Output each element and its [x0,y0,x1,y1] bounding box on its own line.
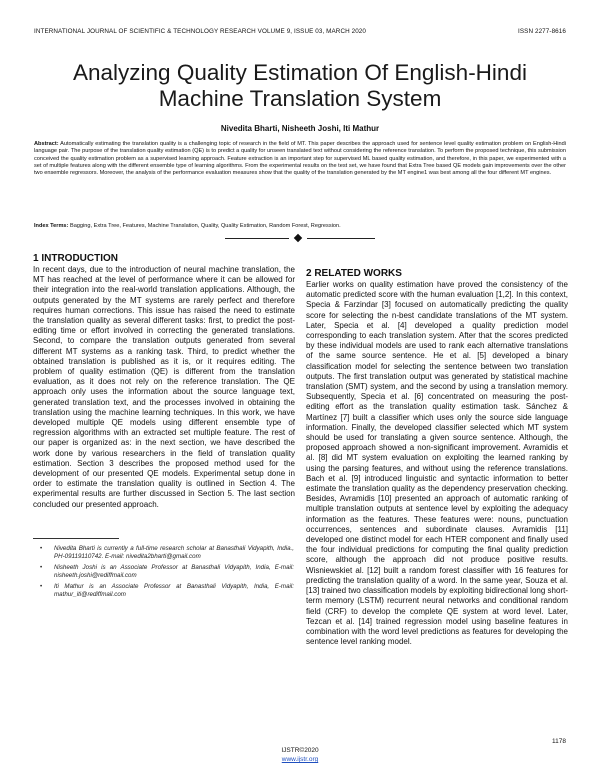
index-terms [34,223,566,230]
page-number: 1178 [552,738,566,745]
journal-header: INTERNATIONAL JOURNAL OF SCIENTIFIC & TECHNOLOGY RESEARCH VOLUME 9, ISSUE 03, MARCH 2020 [34,28,366,35]
abstract-label: Abstract: [34,141,59,147]
footnote-text: Nisheeth Joshi is an Associate Professor at Banasthali Vidyapith, India, E-mail: nisheeth.joshi@rediffmail.com [54,564,294,579]
footnote-rule [33,538,119,539]
footnote-item [40,564,294,579]
abstract-text: Automatically estimating the translation quality is a challenging topic of research in the field of MT. This paper describes the approach used for sentence level quality estimation problem on English-Hindi language pair. The purpose of the translation quality estimation (QE) is to predict a quality for unseen translated text without considering the reference translation. To perform the proposed technique, this submission conceived the quality estimation problem as a supervised learning approach. Feature extraction is an important step for supervised ML based quality estimation, and therefore, in this paper, we experimented with a set of multiple features along with the different ensemble type of learning algorithms. From the experimental results on the test set, we have found that Extra Tree based QE models gain improvements over the other two ensemble regressors. Moreover, the analysis of the performance evaluation measures show that the quality of the translation generated by the MT engine1 was best among all the four different MT engines. [34,141,566,177]
related-works-heading: 2 RELATED WORKS [306,268,402,279]
abstract [34,141,566,177]
author-list: Nivedita Bharti, Nisheeth Joshi, Iti Mathur [220,124,380,133]
introduction-heading: 1 INTRODUCTION [33,253,118,264]
copyright-line: IJSTR©2020 [281,747,319,754]
left-column [33,253,295,510]
running-header [34,28,566,38]
introduction-text: In recent days, due to the introduction of neural machine translation, the MT has reached at the level of performance where it can be allowed for their integration into the real-world translation applications. Although, the outputs generated by the MT systems are rarely perfect and therefore requires human corrections. This issue has raised the need to estimate the translation quality as several different tasks: first, to predict the post-editing time or effort involved in correcting the generated translations. Second, to compare the translation outputs generated from several different MT systems as a ranking task. Third, to predict whether the obtained translation is published as it is, or it requires editing. The problem of quality estimation (QE) is different from the translation evaluation, as it does not rely on the reference translation. The QE approach only uses the information about the source language text, generated translation text, and the processes involved in obtaining the translation using the machine learning techniques. In this work, we have developed multiple QE models using different ensemble type of regression algorithms with an extracted set multiple feature. The rest of our paper is organized as: in the next section, we have described the work done by various researchers in the field of translation quality estimation. Section 3 describes the proposed method used for the development of our presented QE models. Experimental setup done in order to estimate the translation quality is outlined in Section 4. The experimental results are further discussed in Section 5. The last section concluded our presented approach. [33,265,295,509]
bullet-icon: • [40,564,43,572]
website-link[interactable]: www.ijstr.org [281,756,319,763]
footnote-text: Nivedita Bharti is currently a full-time research scholar at Banasthali Vidyapith, India., PH-09119110742. E-mail: nivedita2bharti@gmail.com [54,545,294,560]
index-terms-label: Index Terms: [34,223,69,229]
footnote-item [40,583,294,598]
divider-line-right [307,238,375,239]
diamond-icon [294,234,302,242]
right-column [306,268,568,647]
divider-line-left [225,238,289,239]
paper-title: Analyzing Quality Estimation Of English-Hindi Machine Translation System [73,60,527,111]
footnote-item [40,545,294,560]
author-footnotes [40,545,294,603]
issn-header: ISSN 2277-8616 [518,28,566,35]
footnote-text: Iti Mathur is an Associate Professor at Banasthali Vidyapith, India, E-mail: mathur_iti@rediffmail.com [54,583,294,598]
bullet-icon: • [40,583,43,591]
bullet-icon: • [40,545,43,552]
index-terms-text: Bagging, Extra Tree, Features, Machine Translation, Quality, Quality Estimation, Random Forest, Regression. [68,223,341,229]
section-divider [0,233,600,243]
related-works-text: Earlier works on quality estimation have proved the consistency of the automatic predicted score with the human evaluation [1,2]. In this context, Specia & Farzindar [3] focused on automatically predicting the quality score for selecting the n-best candidate translations of the MT system. Later, Specia et al. [4] developed a quality prediction model corresponding to each translation system. After that the scores predicted by these individual models are used to rank each alternative translations of the same source sentence. He et al. [5] developed a binary classification model for selecting the sentence between two translation outputs. The first translation output was generated by statistical machine translation (SMT) system, and the second by using a translation memory. Subsequently, Specia et al. [6] concentrated on measuring the post-editing effort as the translation quality estimation task. Sánchez & Martínez [7] built a classifier which uses only the source side language information. Finally, the developed classifier selected which MT system should be used for translating a given source sentence. Although, the proposed approach showed a non-significant improvement. Avramidis et al. [8] did MT system evaluation on exploiting the learned ranking by using the parsing features, and without using the reference translations. Bach et al. [9] introduced linguistic and syntactic information to better estimate the translation quality as the dependency preservation checking. Besides, Avramidis [10] presented an approach of automatic ranking of multiple translation outputs at sentence level by exploiting the adequacy information as the features. These features were: nouns, punctuation occurrences, sentences and subordinate clauses. Avramidis [11] developed one distinct model for each HTER component and finally used the four individual predictions for computing the final quality prediction score, although the approach did not produce positive results. Wisniewskiet al. [12] built a random forest classifier with 16 features for predicting the translation quality of a word. In the same year, Souza et al. [13] trained two classification models by exploiting bidirectional long short-term memory (LSTM) recurrent neural networks and conditional random field (CRF) to develop the complete QE system at word level. Later, Tezcan et al. [14] trained regression model using baseline features in combination with the word level predictions as features for developing the sentence level ranking model. [306,280,568,647]
